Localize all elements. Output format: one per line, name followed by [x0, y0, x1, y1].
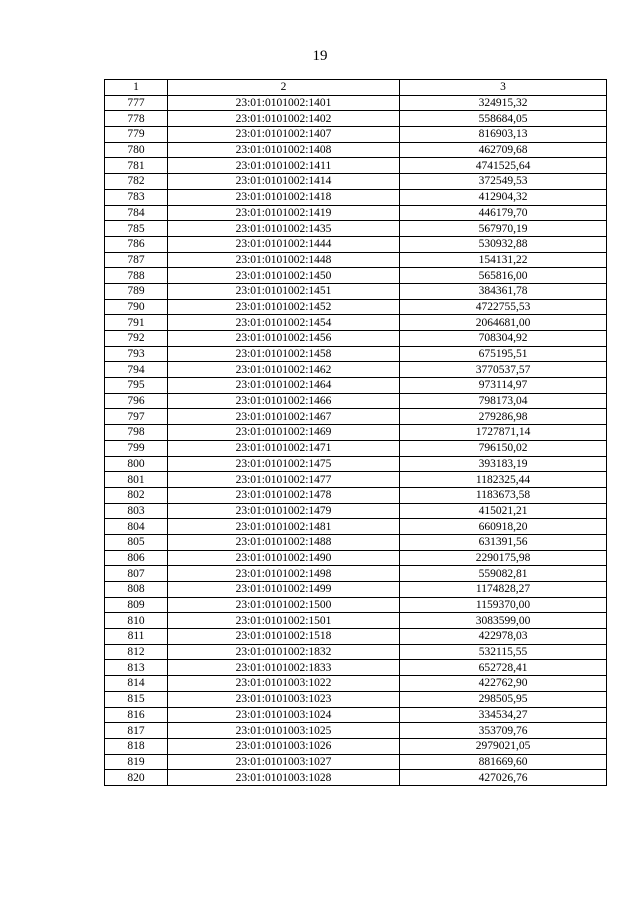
row-number-cell: 778: [105, 111, 168, 127]
cadastral-number-cell: 23:01:0101002:1518: [168, 629, 400, 645]
row-number-cell: 782: [105, 174, 168, 190]
row-number-cell: 785: [105, 221, 168, 237]
cadastral-number-cell: 23:01:0101002:1452: [168, 299, 400, 315]
row-number-cell: 795: [105, 378, 168, 394]
cadastral-number-cell: 23:01:0101002:1479: [168, 503, 400, 519]
cadastral-number-cell: 23:01:0101002:1833: [168, 660, 400, 676]
table-row: [105, 738, 607, 754]
cadastral-number-cell: 23:01:0101002:1418: [168, 189, 400, 205]
value-cell: 427026,76: [400, 770, 607, 786]
table-row: [105, 691, 607, 707]
table-header: [105, 80, 607, 96]
value-cell: 372549,53: [400, 174, 607, 190]
value-cell: 298505,95: [400, 691, 607, 707]
table-row: [105, 111, 607, 127]
value-cell: 567970,19: [400, 221, 607, 237]
cadastral-number-cell: 23:01:0101002:1458: [168, 346, 400, 362]
table-row: [105, 142, 607, 158]
row-number-cell: 793: [105, 346, 168, 362]
row-number-cell: 798: [105, 425, 168, 441]
row-number-cell: 803: [105, 503, 168, 519]
table-row: [105, 582, 607, 598]
value-cell: 2064681,00: [400, 315, 607, 331]
page-number: 19: [312, 48, 328, 64]
value-cell: 279286,98: [400, 409, 607, 425]
row-number-cell: 779: [105, 127, 168, 143]
value-cell: 422978,03: [400, 629, 607, 645]
row-number-cell: 805: [105, 534, 168, 550]
table-row: [105, 331, 607, 347]
table-row: [105, 174, 607, 190]
table-row: [105, 189, 607, 205]
table-row: [105, 770, 607, 786]
table-row: [105, 315, 607, 331]
value-cell: 2290175,98: [400, 550, 607, 566]
table-row: [105, 127, 607, 143]
cadastral-number-cell: 23:01:0101002:1499: [168, 582, 400, 598]
row-number-cell: 816: [105, 707, 168, 723]
row-number-cell: 781: [105, 158, 168, 174]
row-number-cell: 820: [105, 770, 168, 786]
table-row: [105, 221, 607, 237]
table-row: [105, 503, 607, 519]
table-row: [105, 566, 607, 582]
value-cell: 559082,81: [400, 566, 607, 582]
row-number-cell: 801: [105, 472, 168, 488]
row-number-cell: 794: [105, 362, 168, 378]
cadastral-number-cell: 23:01:0101002:1490: [168, 550, 400, 566]
cadastral-number-cell: 23:01:0101002:1451: [168, 283, 400, 299]
cadastral-number-cell: 23:01:0101002:1464: [168, 378, 400, 394]
cadastral-number-cell: 23:01:0101002:1419: [168, 205, 400, 221]
value-cell: 675195,51: [400, 346, 607, 362]
table-row: [105, 723, 607, 739]
cadastral-number-cell: 23:01:0101002:1414: [168, 174, 400, 190]
table-row: [105, 754, 607, 770]
value-cell: 1727871,14: [400, 425, 607, 441]
value-cell: 973114,97: [400, 378, 607, 394]
row-number-cell: 786: [105, 236, 168, 252]
row-number-cell: 806: [105, 550, 168, 566]
row-number-cell: 807: [105, 566, 168, 582]
cadastral-number-cell: 23:01:0101002:1411: [168, 158, 400, 174]
row-number-cell: 814: [105, 676, 168, 692]
cadastral-number-cell: 23:01:0101002:1488: [168, 534, 400, 550]
value-cell: 446179,70: [400, 205, 607, 221]
row-number-cell: 819: [105, 754, 168, 770]
table-row: [105, 487, 607, 503]
table-row: [105, 660, 607, 676]
value-cell: 3083599,00: [400, 613, 607, 629]
table-row: [105, 378, 607, 394]
column-header-2: 2: [168, 80, 400, 96]
value-cell: 4722755,53: [400, 299, 607, 315]
cadastral-number-cell: 23:01:0101002:1454: [168, 315, 400, 331]
row-number-cell: 796: [105, 393, 168, 409]
value-cell: 652728,41: [400, 660, 607, 676]
value-cell: 393183,19: [400, 456, 607, 472]
cadastral-number-cell: 23:01:0101002:1501: [168, 613, 400, 629]
cadastral-number-cell: 23:01:0101003:1023: [168, 691, 400, 707]
cadastral-number-cell: 23:01:0101002:1500: [168, 597, 400, 613]
value-cell: 324915,32: [400, 95, 607, 111]
cadastral-number-cell: 23:01:0101002:1832: [168, 644, 400, 660]
value-cell: 816903,13: [400, 127, 607, 143]
value-cell: 532115,55: [400, 644, 607, 660]
row-number-cell: 815: [105, 691, 168, 707]
value-cell: 422762,90: [400, 676, 607, 692]
cadastral-number-cell: 23:01:0101002:1407: [168, 127, 400, 143]
table-row: [105, 456, 607, 472]
cadastral-number-cell: 23:01:0101003:1024: [168, 707, 400, 723]
row-number-cell: 784: [105, 205, 168, 221]
row-number-cell: 790: [105, 299, 168, 315]
row-number-cell: 811: [105, 629, 168, 645]
value-cell: 798173,04: [400, 393, 607, 409]
row-number-cell: 804: [105, 519, 168, 535]
cadastral-number-cell: 23:01:0101003:1022: [168, 676, 400, 692]
cadastral-number-cell: 23:01:0101002:1450: [168, 268, 400, 284]
cadastral-number-cell: 23:01:0101002:1435: [168, 221, 400, 237]
row-number-cell: 818: [105, 738, 168, 754]
value-cell: 796150,02: [400, 440, 607, 456]
value-cell: 462709,68: [400, 142, 607, 158]
cadastral-number-cell: 23:01:0101003:1025: [168, 723, 400, 739]
row-number-cell: 817: [105, 723, 168, 739]
table-row: [105, 534, 607, 550]
row-number-cell: 812: [105, 644, 168, 660]
value-cell: 530932,88: [400, 236, 607, 252]
value-cell: 1183673,58: [400, 487, 607, 503]
cadastral-number-cell: 23:01:0101002:1448: [168, 252, 400, 268]
cadastral-number-cell: 23:01:0101002:1402: [168, 111, 400, 127]
cadastral-number-cell: 23:01:0101003:1027: [168, 754, 400, 770]
table-row: [105, 205, 607, 221]
row-number-cell: 777: [105, 95, 168, 111]
row-number-cell: 780: [105, 142, 168, 158]
table-row: [105, 95, 607, 111]
cadastral-number-cell: 23:01:0101002:1475: [168, 456, 400, 472]
row-number-cell: 810: [105, 613, 168, 629]
row-number-cell: 787: [105, 252, 168, 268]
table-body: [105, 95, 607, 785]
table-row: [105, 597, 607, 613]
row-number-cell: 792: [105, 331, 168, 347]
row-number-cell: 789: [105, 283, 168, 299]
cadastral-number-cell: 23:01:0101002:1477: [168, 472, 400, 488]
table-row: [105, 676, 607, 692]
table-row: [105, 346, 607, 362]
table-row: [105, 252, 607, 268]
table-row: [105, 425, 607, 441]
table-row: [105, 268, 607, 284]
cadastral-number-cell: 23:01:0101002:1478: [168, 487, 400, 503]
table-row: [105, 283, 607, 299]
data-table: [104, 79, 607, 786]
table-row: [105, 472, 607, 488]
value-cell: 334534,27: [400, 707, 607, 723]
value-cell: 558684,05: [400, 111, 607, 127]
value-cell: 154131,22: [400, 252, 607, 268]
row-number-cell: 783: [105, 189, 168, 205]
table-row: [105, 158, 607, 174]
value-cell: 631391,56: [400, 534, 607, 550]
value-cell: 660918,20: [400, 519, 607, 535]
value-cell: 565816,00: [400, 268, 607, 284]
column-header-1: 1: [105, 80, 168, 96]
value-cell: 1174828,27: [400, 582, 607, 598]
row-number-cell: 799: [105, 440, 168, 456]
row-number-cell: 809: [105, 597, 168, 613]
row-number-cell: 802: [105, 487, 168, 503]
cadastral-number-cell: 23:01:0101002:1469: [168, 425, 400, 441]
table-row: [105, 236, 607, 252]
value-cell: 4741525,64: [400, 158, 607, 174]
table-row: [105, 707, 607, 723]
table-row: [105, 629, 607, 645]
cadastral-number-cell: 23:01:0101002:1401: [168, 95, 400, 111]
cadastral-number-cell: 23:01:0101002:1456: [168, 331, 400, 347]
table-row: [105, 519, 607, 535]
table-row: [105, 299, 607, 315]
value-cell: 2979021,05: [400, 738, 607, 754]
table-row: [105, 644, 607, 660]
cadastral-number-cell: 23:01:0101002:1467: [168, 409, 400, 425]
value-cell: 708304,92: [400, 331, 607, 347]
cadastral-number-cell: 23:01:0101002:1444: [168, 236, 400, 252]
cadastral-number-cell: 23:01:0101002:1466: [168, 393, 400, 409]
row-number-cell: 797: [105, 409, 168, 425]
column-header-3: 3: [400, 80, 607, 96]
row-number-cell: 800: [105, 456, 168, 472]
cadastral-number-cell: 23:01:0101003:1026: [168, 738, 400, 754]
table-row: [105, 409, 607, 425]
value-cell: 412904,32: [400, 189, 607, 205]
row-number-cell: 788: [105, 268, 168, 284]
cadastral-number-cell: 23:01:0101002:1462: [168, 362, 400, 378]
cadastral-number-cell: 23:01:0101002:1471: [168, 440, 400, 456]
value-cell: 1182325,44: [400, 472, 607, 488]
cadastral-number-cell: 23:01:0101002:1408: [168, 142, 400, 158]
table-row: [105, 362, 607, 378]
table-row: [105, 613, 607, 629]
cadastral-number-cell: 23:01:0101003:1028: [168, 770, 400, 786]
table-row: [105, 550, 607, 566]
table-header-row: [105, 80, 607, 96]
row-number-cell: 791: [105, 315, 168, 331]
value-cell: 3770537,57: [400, 362, 607, 378]
value-cell: 415021,21: [400, 503, 607, 519]
row-number-cell: 808: [105, 582, 168, 598]
value-cell: 881669,60: [400, 754, 607, 770]
row-number-cell: 813: [105, 660, 168, 676]
cadastral-number-cell: 23:01:0101002:1481: [168, 519, 400, 535]
cadastral-number-cell: 23:01:0101002:1498: [168, 566, 400, 582]
value-cell: 353709,76: [400, 723, 607, 739]
table-row: [105, 440, 607, 456]
table-row: [105, 393, 607, 409]
value-cell: 384361,78: [400, 283, 607, 299]
value-cell: 1159370,00: [400, 597, 607, 613]
